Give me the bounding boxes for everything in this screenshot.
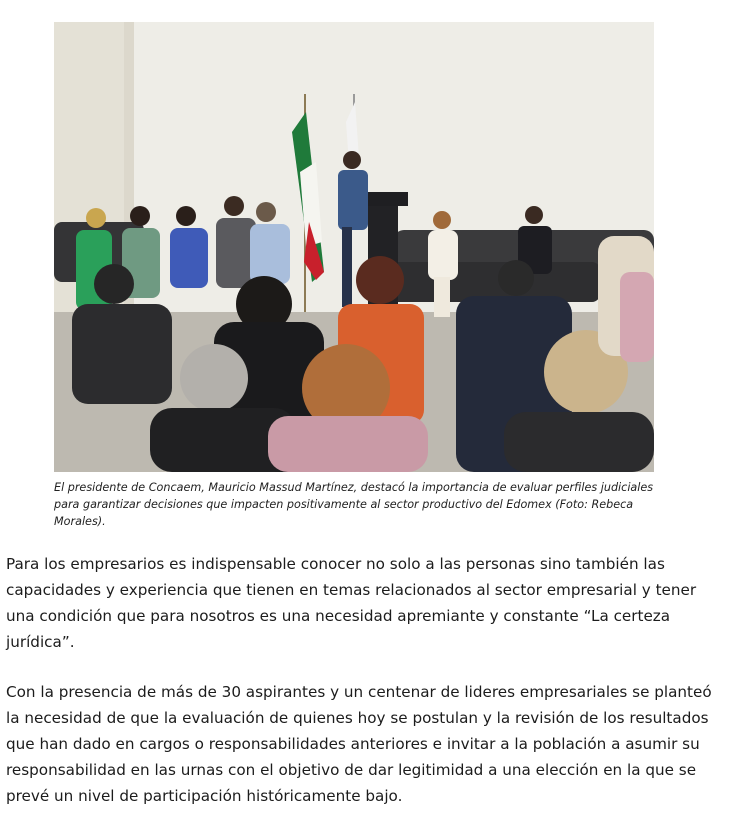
photo-caption: El presidente de Concaem, Mauricio Massud Martínez, destacó la importancia de evaluar perfiles judiciales para garantizar decisiones que impacten positivamente al sector productivo del Edomex (Foto: Rebeca Morales). [54,481,654,528]
event-photo [54,22,654,472]
article-paragraph: Con la presencia de más de 30 aspirantes y un centenar de lideres empresariales se planteó la necesidad de que la evaluación de quienes hoy se postulan y la revisión de los resultados que han dado en cargos o responsabilidades anteriores e invitar a la población a asumir su responsabilidad en las urnas con el objetivo de dar legitimidad a una elección en la que se prevé un nivel de participación históricamente bajo. [6,683,712,805]
article-paragraph: Para los empresarios es indispensable conocer no solo a las personas sino también las capacidades y experiencia que tienen en temas relacionados al sector empresarial y tener una condición que para nosotros es una necesidad apremiante y constante “La certeza jurídica”. [6,555,697,651]
article-figure [54,22,654,530]
article-body [6,551,721,833]
